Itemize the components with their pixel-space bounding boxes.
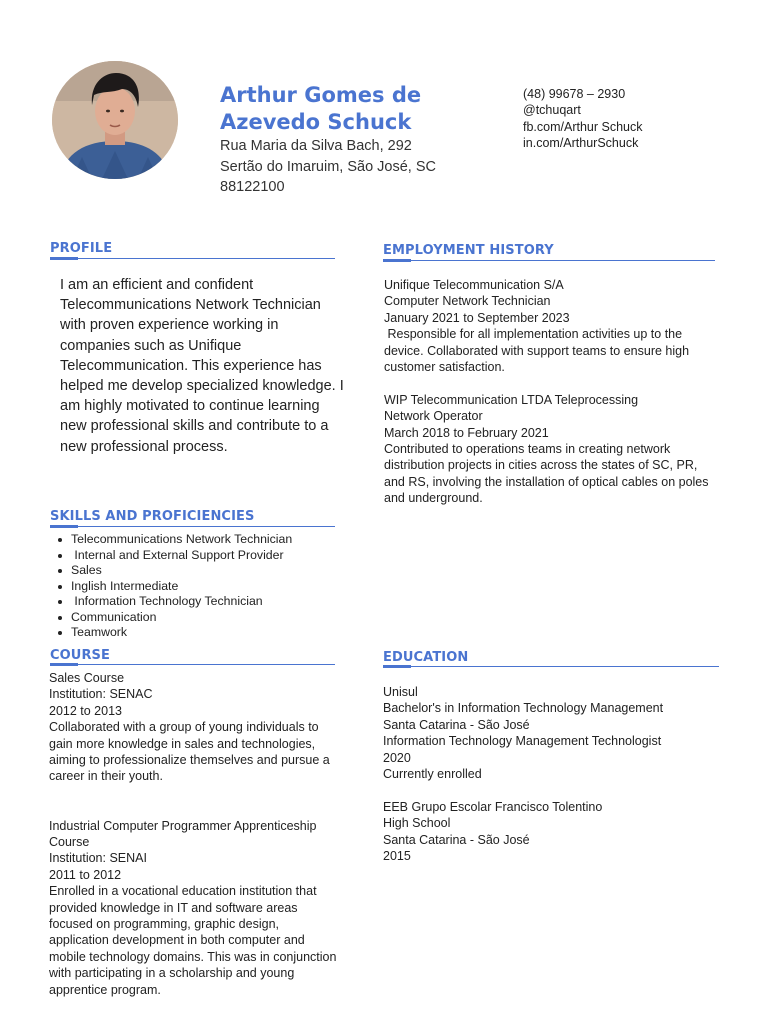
- portrait-image: [52, 61, 178, 179]
- edu-extra: Information Technology Management Technologist: [383, 734, 662, 749]
- course-institution: Institution: SENAI: [49, 851, 147, 866]
- course-title: Industrial Computer Programmer Apprenticeship Course: [49, 818, 317, 850]
- profile-rule: [50, 258, 335, 259]
- address-line-2: Sertão do Imaruim, São José, SC: [220, 158, 436, 175]
- job-role: Computer Network Technician: [384, 294, 551, 309]
- education-heading: EDUCATION: [383, 650, 469, 665]
- job-company: WIP Telecommunication LTDA Teleprocessing: [384, 392, 639, 407]
- course-title: Sales Course: [49, 671, 125, 685]
- course-heading: COURSE: [50, 648, 111, 663]
- course-dates: 2012 to 2013: [49, 703, 122, 718]
- employment-list: [384, 277, 714, 507]
- skills-list: [71, 532, 292, 641]
- course-rule-accent: [50, 663, 78, 666]
- education-rule-accent: [383, 665, 411, 668]
- education-rule: [383, 666, 719, 667]
- profile-rule-accent: [50, 257, 78, 260]
- profile-heading: PROFILE: [50, 241, 113, 256]
- employment-rule: [383, 260, 715, 261]
- job-description: Responsible for all implementation activities up to the device. Collaborated with support teams to ensure high customer satisfaction.: [384, 327, 693, 375]
- job-dates: January 2021 to September 2023: [384, 310, 570, 325]
- edu-year: 2020: [383, 750, 411, 765]
- contact-info: [523, 86, 643, 152]
- job-description: Contributed to operations teams in creating network distribution projects in cities across the states of SC, PR, and RS, involving the installation of optical cables on poles and underground.: [384, 442, 709, 506]
- list-item: Internal and External Support Provider: [71, 548, 292, 564]
- list-item: Information Technology Technician: [71, 594, 292, 610]
- employment-rule-accent: [383, 259, 411, 262]
- course-institution: Institution: SENAC: [49, 687, 153, 702]
- skills-heading: SKILLS AND PROFICIENCIES: [50, 509, 255, 524]
- employment-heading: EMPLOYMENT HISTORY: [383, 243, 554, 258]
- edu-location: Santa Catarina - São José: [383, 832, 530, 847]
- contact-linkedin: in.com/ArthurSchuck: [523, 136, 639, 151]
- address: [220, 136, 480, 198]
- skills-rule-accent: [50, 525, 78, 528]
- course-dates: 2011 to 2012: [49, 867, 122, 882]
- address-line-3: 88122100: [220, 179, 285, 195]
- contact-facebook: fb.com/Arthur Schuck: [523, 119, 643, 134]
- contact-phone: (48) 99678 – 2930: [523, 87, 626, 101]
- job-dates: March 2018 to February 2021: [384, 425, 549, 440]
- education-list: [383, 684, 718, 864]
- list-item: Teamwork: [71, 625, 292, 641]
- skills-rule: [50, 526, 335, 527]
- list-item: Communication: [71, 610, 292, 626]
- list-item: Inglish Intermediate: [71, 579, 292, 595]
- list-item: Telecommunications Network Technician: [71, 532, 293, 546]
- candidate-name: [220, 82, 480, 136]
- list-item: Sales: [71, 563, 292, 579]
- edu-school: EEB Grupo Escolar Francisco Tolentino: [383, 799, 603, 814]
- course-list: [49, 670, 339, 998]
- contact-handle: @tchuqart: [523, 103, 581, 118]
- edu-degree: Bachelor's in Information Technology Management: [383, 701, 664, 716]
- job-role: Network Operator: [384, 409, 483, 424]
- course-description: Collaborated with a group of young individuals to gain more knowledge in sales and technologies, aiming to professionalize themselves and pursue a career in their youth.: [49, 720, 330, 784]
- job-company: Unifique Telecommunication S/A: [384, 278, 564, 292]
- course-description: Enrolled in a vocational education institution that provided knowledge in IT and software areas focused on programming, graphic design, application development in both computer and mobile technology domains. This was in conjunction with participating in a scholarship and young apprentice program.: [49, 884, 337, 997]
- edu-degree: High School: [383, 816, 451, 831]
- edu-school: Unisul: [383, 685, 418, 699]
- profile-text: I am an efficient and confident Telecommunications Network Technician with proven experience working in companies such as Unifique Telecommunication. This experience has helped me develop specialized knowledge. I am highly motivated to continue learning new professional skills and contribute to a new professional process.: [60, 277, 344, 455]
- edu-status: Currently enrolled: [383, 767, 482, 782]
- edu-location: Santa Catarina - São José: [383, 717, 530, 732]
- address-line-1: Rua Maria da Silva Bach, 292: [220, 138, 412, 154]
- name-line-1: Arthur Gomes de: [220, 83, 422, 107]
- name-line-2: Azevedo Schuck: [220, 110, 412, 134]
- profile-photo: [52, 61, 178, 179]
- course-rule: [50, 664, 335, 665]
- edu-year: 2015: [383, 849, 411, 864]
